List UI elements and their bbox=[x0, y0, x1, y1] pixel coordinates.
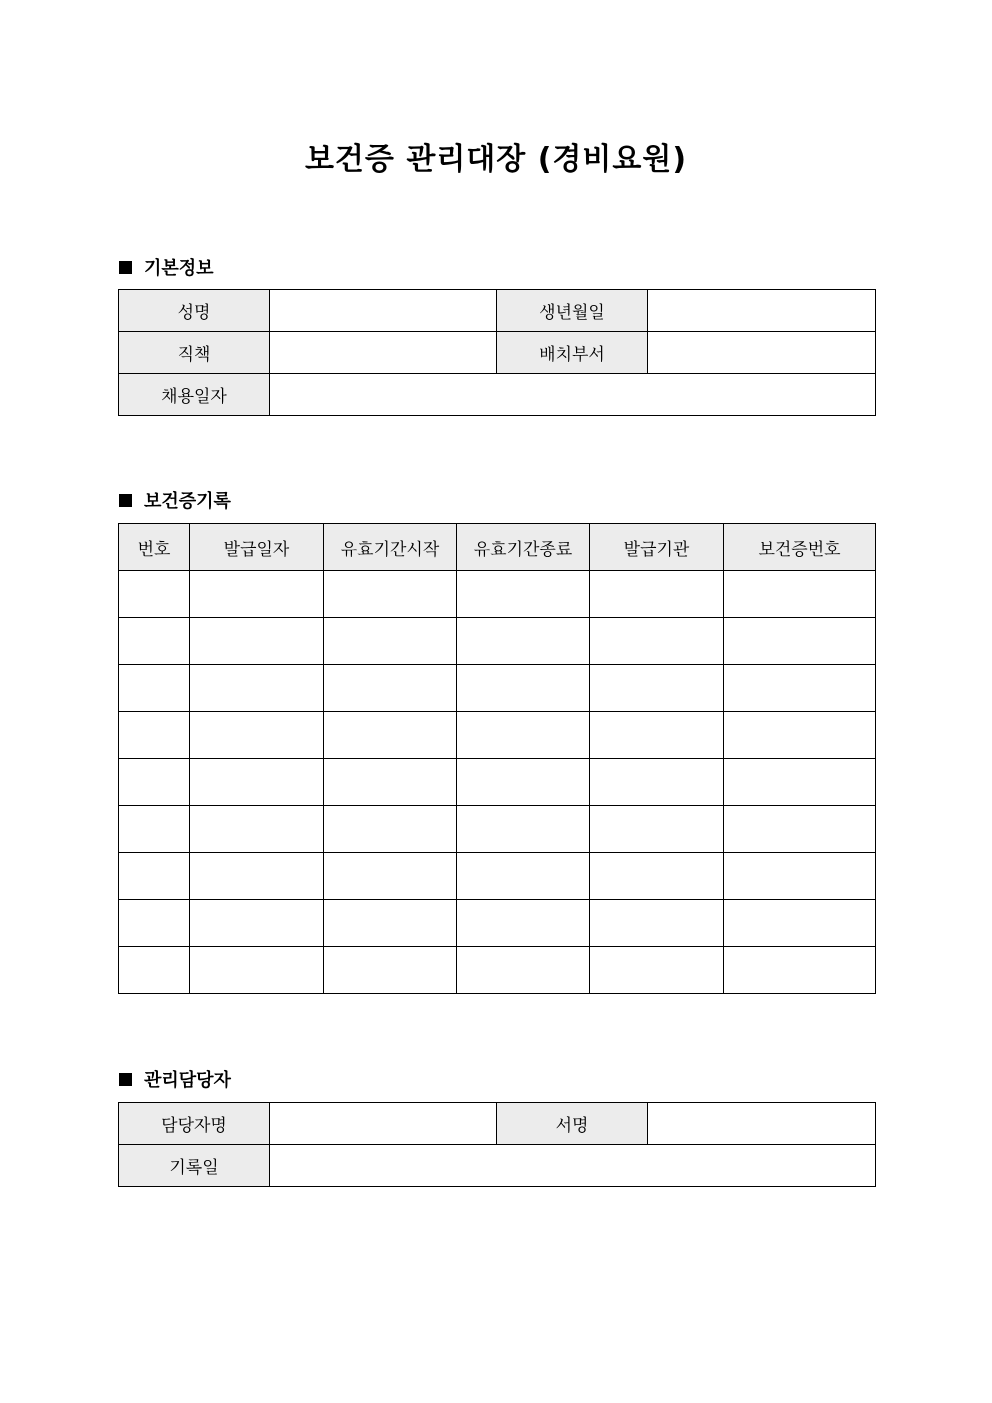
column-header-valid-start: 유효기간시작 bbox=[324, 524, 457, 571]
certificate-number-cell[interactable] bbox=[724, 806, 876, 853]
issue-date-cell[interactable] bbox=[190, 712, 324, 759]
issue-date-cell[interactable] bbox=[190, 665, 324, 712]
square-bullet-icon bbox=[119, 494, 132, 507]
valid-end-cell[interactable] bbox=[457, 571, 590, 618]
department-label: 배치부서 bbox=[497, 332, 648, 374]
page-title: 보건증 관리대장 (경비요원) bbox=[304, 142, 688, 177]
number-cell[interactable] bbox=[119, 712, 190, 759]
number-cell[interactable] bbox=[119, 618, 190, 665]
square-bullet-icon bbox=[119, 1073, 132, 1086]
number-cell[interactable] bbox=[119, 759, 190, 806]
table-row bbox=[119, 806, 876, 853]
department-field[interactable] bbox=[648, 332, 876, 374]
section-heading-label: 기본정보 bbox=[144, 258, 214, 279]
basic-info-table bbox=[118, 289, 876, 416]
certificate-number-cell[interactable] bbox=[724, 853, 876, 900]
table-row bbox=[119, 290, 876, 332]
table-row bbox=[119, 571, 876, 618]
table-row bbox=[119, 1103, 876, 1145]
issue-date-cell[interactable] bbox=[190, 806, 324, 853]
issuer-cell[interactable] bbox=[590, 571, 724, 618]
issuer-cell[interactable] bbox=[590, 900, 724, 947]
position-label: 직책 bbox=[119, 332, 270, 374]
table-row bbox=[119, 853, 876, 900]
valid-start-cell[interactable] bbox=[324, 806, 457, 853]
issuer-cell[interactable] bbox=[590, 853, 724, 900]
issue-date-cell[interactable] bbox=[190, 853, 324, 900]
square-bullet-icon bbox=[119, 261, 132, 274]
section-heading-health-records bbox=[119, 487, 231, 513]
number-cell[interactable] bbox=[119, 665, 190, 712]
number-cell[interactable] bbox=[119, 900, 190, 947]
name-field[interactable] bbox=[270, 290, 497, 332]
health-records-table bbox=[118, 523, 876, 994]
valid-start-cell[interactable] bbox=[324, 712, 457, 759]
issue-date-cell[interactable] bbox=[190, 618, 324, 665]
valid-start-cell[interactable] bbox=[324, 618, 457, 665]
signature-field[interactable] bbox=[648, 1103, 876, 1145]
section-heading-basic-info bbox=[119, 254, 214, 280]
hire-date-field[interactable] bbox=[270, 374, 876, 416]
manager-name-label: 담당자명 bbox=[119, 1103, 270, 1145]
table-row bbox=[119, 332, 876, 374]
certificate-number-cell[interactable] bbox=[724, 665, 876, 712]
manager-table bbox=[118, 1102, 876, 1187]
valid-end-cell[interactable] bbox=[457, 712, 590, 759]
valid-end-cell[interactable] bbox=[457, 900, 590, 947]
table-row bbox=[119, 712, 876, 759]
certificate-number-cell[interactable] bbox=[724, 759, 876, 806]
section-heading-label: 관리담당자 bbox=[144, 1070, 231, 1091]
table-row bbox=[119, 665, 876, 712]
issuer-cell[interactable] bbox=[590, 618, 724, 665]
table-row bbox=[119, 947, 876, 994]
issue-date-cell[interactable] bbox=[190, 947, 324, 994]
section-heading-manager bbox=[119, 1066, 231, 1092]
issuer-cell[interactable] bbox=[590, 947, 724, 994]
valid-end-cell[interactable] bbox=[457, 853, 590, 900]
table-row bbox=[119, 618, 876, 665]
table-header-row bbox=[119, 524, 876, 571]
table-row bbox=[119, 374, 876, 416]
manager-name-field[interactable] bbox=[270, 1103, 497, 1145]
record-date-label: 기록일 bbox=[119, 1145, 270, 1187]
valid-end-cell[interactable] bbox=[457, 665, 590, 712]
number-cell[interactable] bbox=[119, 571, 190, 618]
valid-start-cell[interactable] bbox=[324, 947, 457, 994]
issuer-cell[interactable] bbox=[590, 806, 724, 853]
hire-date-label: 채용일자 bbox=[119, 374, 270, 416]
health-records-body bbox=[119, 571, 876, 994]
certificate-number-cell[interactable] bbox=[724, 571, 876, 618]
number-cell[interactable] bbox=[119, 853, 190, 900]
valid-end-cell[interactable] bbox=[457, 618, 590, 665]
issuer-cell[interactable] bbox=[590, 665, 724, 712]
record-date-field[interactable] bbox=[270, 1145, 876, 1187]
valid-start-cell[interactable] bbox=[324, 853, 457, 900]
certificate-number-cell[interactable] bbox=[724, 900, 876, 947]
section-heading-label: 보건증기록 bbox=[144, 491, 231, 512]
valid-start-cell[interactable] bbox=[324, 665, 457, 712]
valid-start-cell[interactable] bbox=[324, 571, 457, 618]
table-row bbox=[119, 759, 876, 806]
birth-date-field[interactable] bbox=[648, 290, 876, 332]
column-header-certificate-number: 보건증번호 bbox=[724, 524, 876, 571]
column-header-issue-date: 발급일자 bbox=[190, 524, 324, 571]
issuer-cell[interactable] bbox=[590, 759, 724, 806]
signature-label: 서명 bbox=[497, 1103, 648, 1145]
certificate-number-cell[interactable] bbox=[724, 947, 876, 994]
column-header-valid-end: 유효기간종료 bbox=[457, 524, 590, 571]
valid-start-cell[interactable] bbox=[324, 759, 457, 806]
position-field[interactable] bbox=[270, 332, 497, 374]
valid-start-cell[interactable] bbox=[324, 900, 457, 947]
certificate-number-cell[interactable] bbox=[724, 712, 876, 759]
valid-end-cell[interactable] bbox=[457, 806, 590, 853]
valid-end-cell[interactable] bbox=[457, 759, 590, 806]
certificate-number-cell[interactable] bbox=[724, 618, 876, 665]
table-row bbox=[119, 900, 876, 947]
number-cell[interactable] bbox=[119, 806, 190, 853]
issue-date-cell[interactable] bbox=[190, 571, 324, 618]
issuer-cell[interactable] bbox=[590, 712, 724, 759]
issue-date-cell[interactable] bbox=[190, 759, 324, 806]
number-cell[interactable] bbox=[119, 947, 190, 994]
table-row bbox=[119, 1145, 876, 1187]
column-header-number: 번호 bbox=[119, 524, 190, 571]
name-label: 성명 bbox=[119, 290, 270, 332]
issue-date-cell[interactable] bbox=[190, 900, 324, 947]
column-header-issuer: 발급기관 bbox=[590, 524, 724, 571]
birth-date-label: 생년월일 bbox=[497, 290, 648, 332]
valid-end-cell[interactable] bbox=[457, 947, 590, 994]
